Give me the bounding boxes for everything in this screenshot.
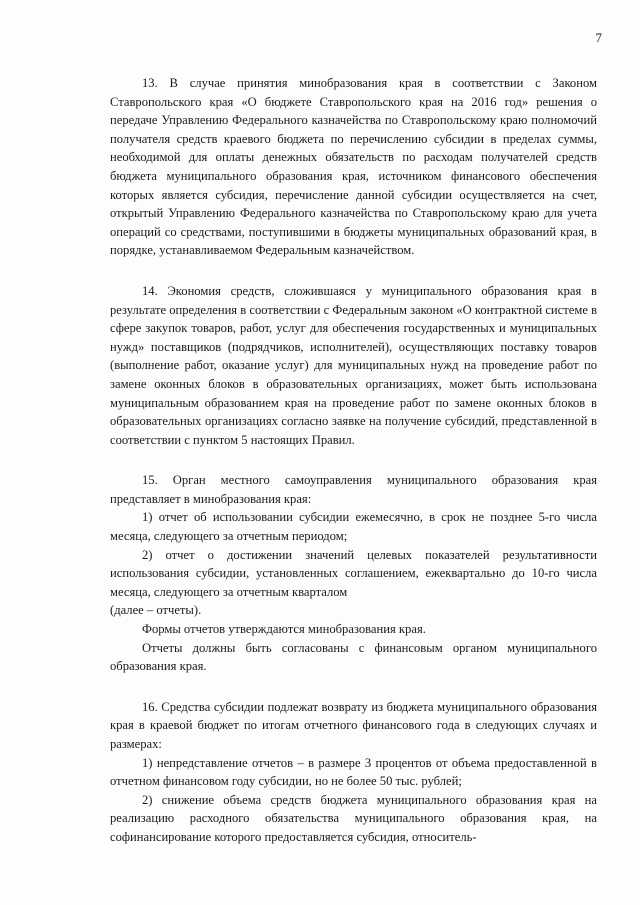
paragraph: 13. В случае принятия минобразования края в соответствии с Законом Ставропольского края «О бюджете Ставропольского края на 2016 год» решения о передаче Управлению Федерального казначейства по Ставропольскому краю полномочий получателя средств краевого бюджета по перечислению субсидии в пределах суммы, необходимой для оплаты денежных обязательств по расходам получателей средств бюджета муниципального образования края, источником финансового обеспечения которых является субсидия, перечисление данной субсидии осуществляется на счет, открытый Управлению Федерального казначейства по Ставропольскому краю для учета операций со средствами, поступившими в бюджеты муниципальных образований края, в порядке, устанавливаемом Федеральным казначейством.: [110, 76, 597, 258]
list-item: 2) отчет о достижении значений целевых показателей результативности использования субсидии, установленных соглашением, ежеквартально до 10-го числа месяца, следующего за отчетным кварталом: [110, 547, 597, 599]
clause-16: [110, 698, 597, 847]
document-body: [110, 74, 597, 869]
paragraph: Формы отчетов утверждаются минобразования края.: [142, 622, 426, 637]
paragraph: 15. Орган местного самоуправления муниципального образования края представляет в минобразования края:: [110, 473, 597, 506]
paragraph: 16. Средства субсидии подлежат возврату из бюджета муниципального образования края в краевой бюджет по итогам отчетного финансового года в следующих случаях и размерах:: [110, 699, 597, 751]
list-item: 1) отчет об использовании субсидии ежемесячно, в срок не позднее 5-го числа месяца, следующего за отчетным периодом;: [110, 510, 597, 544]
paragraph: Отчеты должны быть согласованы с финансовым органом муниципального образования края.: [110, 640, 597, 674]
clause-14: [110, 282, 597, 449]
clause-13: [110, 74, 597, 260]
page-number: 7: [595, 30, 602, 45]
clause-15: [110, 471, 597, 676]
list-item: 2) снижение объема средств бюджета муниципального образования края на реализацию расходного обязательства муниципального образования края, на софинансирование которого предоставляется субсидия, относитель-: [110, 792, 597, 844]
paragraph: 14. Экономия средств, сложившаяся у муниципального образования края в результате определения в соответствии с Федеральным законом «О контрактной системе в сфере закупок товаров, работ, услуг для обеспечения государственных и муниципальных нужд» поставщиков (подрядчиков, исполнителей), осуществляющих поставку товаров (выполнение работ, оказание услуг) для муниципальных нужд на проведение работ по замене оконных блоков в образовательных организациях, может быть использована муниципальным образованием края на проведение работ по замене оконных блоков в образовательных организациях согласно заявке на получение субсидий, представленной в соответствии с пунктом 5 настоящих Правил.: [110, 283, 598, 447]
list-item: 1) непредставление отчетов – в размере 3 процентов от объема предоставленной в отчетном финансовом году субсидии, но не более 50 тыс. рублей;: [110, 755, 597, 789]
paragraph: (далее – отчеты).: [110, 603, 202, 618]
